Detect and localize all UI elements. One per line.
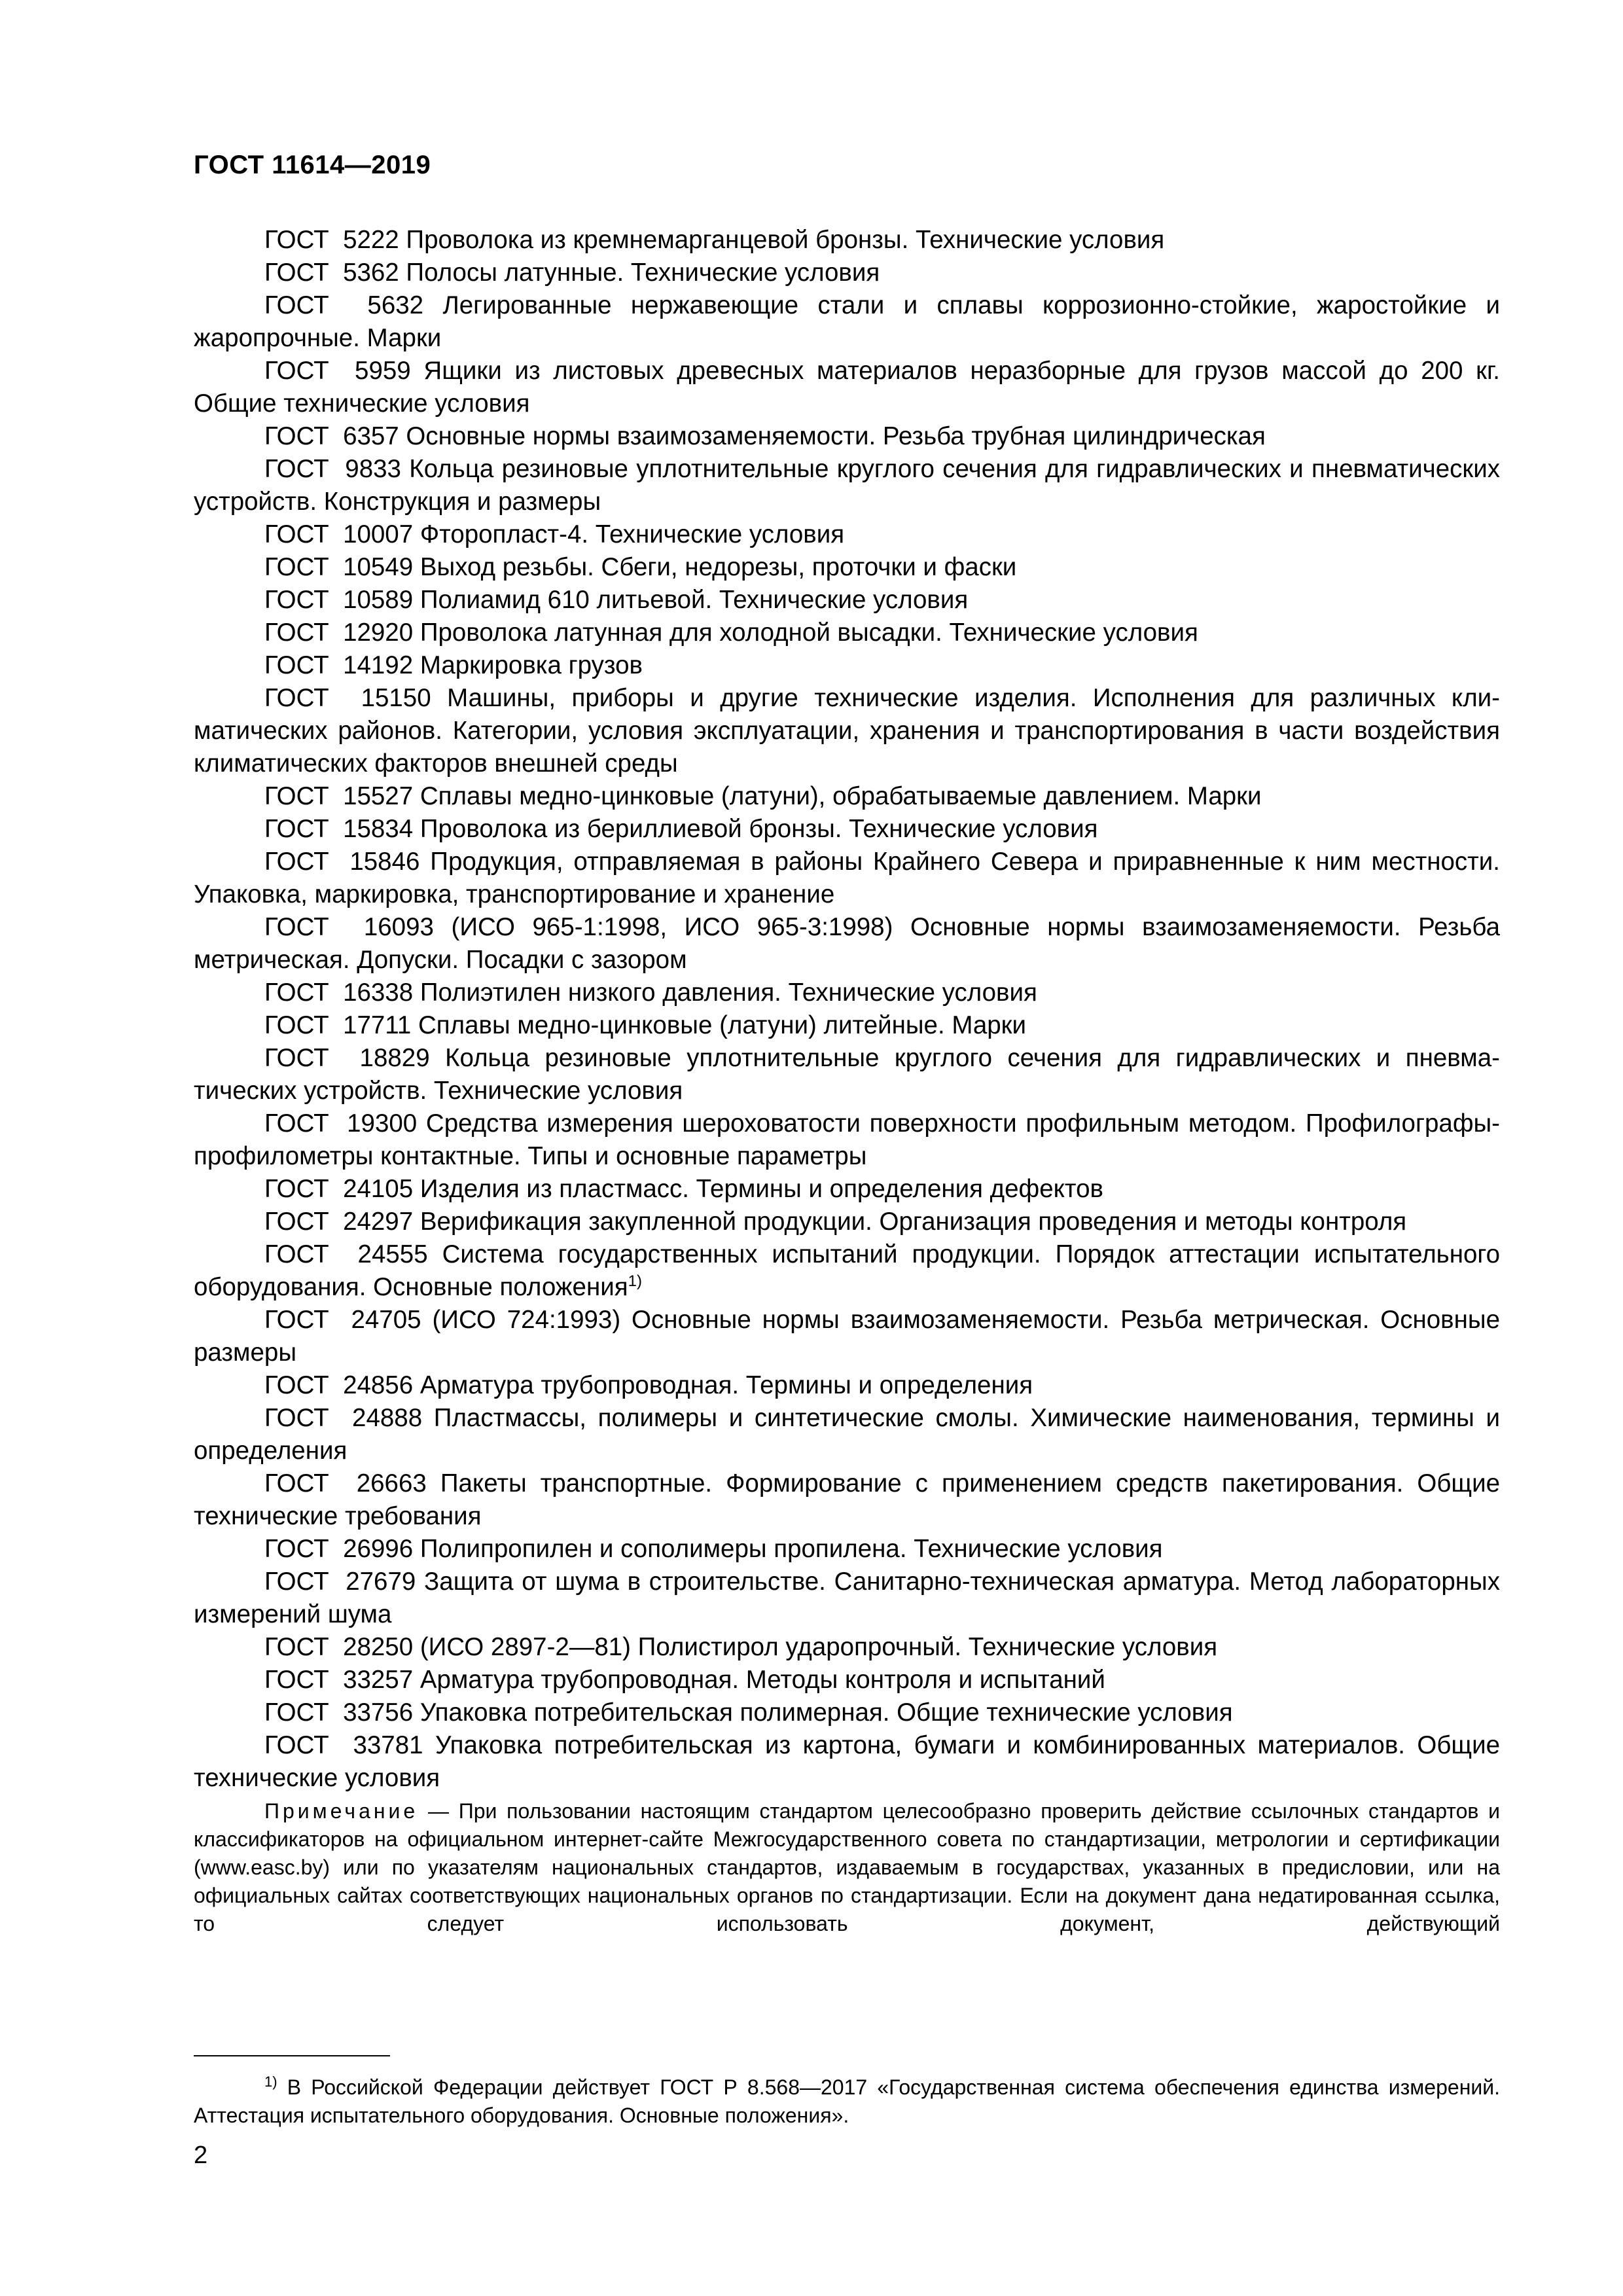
reference-code: ГОСТ 24856 <box>264 1371 414 1399</box>
reference-item <box>194 1173 1500 1206</box>
reference-title: Основные нормы взаимозаменяемости. Резьба трубная цилиндрическая <box>406 422 1266 450</box>
reference-title: Система государственных испытаний продукции. Порядок аттестации испытательного оборудования. Основные положения <box>194 1240 1501 1301</box>
reference-item <box>194 1729 1500 1795</box>
reference-code: ГОСТ 18829 <box>264 1044 430 1072</box>
reference-code: ГОСТ 33756 <box>264 1698 414 1727</box>
reference-code: ГОСТ 5959 <box>264 357 411 385</box>
reference-item <box>194 1369 1500 1402</box>
reference-item <box>194 1107 1500 1173</box>
normative-references-list <box>194 224 1500 1795</box>
reference-title: Выход резьбы. Сбеги, недорезы, проточки и фаски <box>419 553 1017 581</box>
reference-code: ГОСТ 5222 <box>264 226 399 254</box>
reference-code: ГОСТ 24555 <box>264 1240 428 1268</box>
reference-title: Средства измерения шероховатости поверхности профильным методом. Профилографы-профилометры контактные. Типы и основные параметры <box>194 1109 1500 1170</box>
reference-title: Сплавы медно-цинковые (латуни) литейные. Марки <box>418 1011 1027 1039</box>
reference-item <box>194 911 1500 977</box>
footnote-text: В Российской Федерации действует ГОСТ Р 8.568—2017 «Государственная система обеспечения единства измерений. Аттестация испытательного оборудования. Основные положения». <box>194 2075 1500 2127</box>
reference-title: Ящики из листовых древесных материалов неразборные для грузов массой до 200 кг. Общие технические условия <box>194 357 1501 418</box>
reference-code: ГОСТ 5632 <box>264 291 424 319</box>
footnote-reference-marker: 1) <box>628 1272 642 1290</box>
page-number: 2 <box>194 2142 208 2169</box>
reference-item <box>194 289 1500 355</box>
reference-code: ГОСТ 26996 <box>264 1535 414 1563</box>
reference-title: Проволока из бериллиевой бронзы. Технические условия <box>419 815 1098 843</box>
reference-code: ГОСТ 10007 <box>264 520 414 548</box>
reference-item <box>194 813 1500 846</box>
note-label: Примечание <box>264 1799 419 1823</box>
reference-code: ГОСТ 15150 <box>264 684 431 712</box>
reference-item <box>194 1042 1500 1107</box>
reference-title: Машины, приборы и другие технические изделия. Исполнения для различных климатических районов. Категории, условия эксплуатации, хранения и транспортирования в части воздействия климатических факторов внешней среды <box>194 684 1500 778</box>
reference-title: Полипропилен и сополимеры пропилена. Технические условия <box>419 1535 1163 1563</box>
reference-code: ГОСТ 9833 <box>264 455 401 483</box>
reference-code: ГОСТ 26663 <box>264 1469 427 1498</box>
reference-item <box>194 1304 1500 1369</box>
note-text: — При пользовании настоящим стандартом целесообразно проверить действие ссылочных стандартов и классификаторов на официальном интернет-сайте Межгосударственного совета по стандартизации, метрологии и сертификации (www.easc.by) или по указателям национальных стандартов, издаваемым в государствах, указанных в предисловии, или на официальных сайтах соответствующих национальных органов по стандартизации. Если на документ дана недатированная ссылка, то следует использовать документ, действующий <box>194 1799 1500 1935</box>
reference-title: Пластмассы, полимеры и синтетические смолы. Химические наименования, термины и определения <box>194 1404 1500 1465</box>
reference-code: ГОСТ 33781 <box>264 1731 423 1759</box>
reference-title: Продукция, отправляемая в районы Крайнего Севера и приравненные к ним местности. Упаковка, маркировка, транспортирование и хранение <box>194 848 1500 908</box>
reference-item <box>194 682 1500 780</box>
reference-code: ГОСТ 19300 <box>264 1109 418 1138</box>
reference-item <box>194 1402 1500 1467</box>
reference-title: Полиэтилен низкого давления. Технические условия <box>419 978 1037 1007</box>
reference-item <box>194 584 1500 617</box>
reference-title: (ИСО 2897-2—81) Полистирол ударопрочный. Технические условия <box>419 1633 1218 1661</box>
reference-item <box>194 1631 1500 1664</box>
note-paragraph <box>194 1797 1500 1938</box>
reference-code: ГОСТ 27679 <box>264 1568 416 1596</box>
reference-item <box>194 1206 1500 1238</box>
reference-item <box>194 453 1500 518</box>
reference-item <box>194 257 1500 289</box>
footnote-separator <box>194 2055 390 2056</box>
reference-title: Полосы латунные. Технические условия <box>406 259 880 287</box>
reference-code: ГОСТ 33257 <box>264 1666 414 1694</box>
reference-title: Упаковка потребительская полимерная. Общие технические условия <box>419 1698 1233 1727</box>
reference-code: ГОСТ 14192 <box>264 651 414 679</box>
reference-title: Упаковка потребительская из картона, бумаги и комбинированных материалов. Общие технические условия <box>194 1731 1500 1792</box>
footnote <box>194 2073 1500 2130</box>
reference-item <box>194 1238 1500 1304</box>
reference-code: ГОСТ 28250 <box>264 1633 414 1661</box>
reference-code: ГОСТ 24888 <box>264 1404 423 1432</box>
reference-title: Пакеты транспортные. Формирование с применением средств пакетирования. Общие технические требования <box>194 1469 1500 1530</box>
reference-title: (ИСО 724:1993) Основные нормы взаимозаменяемости. Резьба метрическая. Основные размеры <box>194 1306 1500 1367</box>
reference-code: ГОСТ 10589 <box>264 586 414 614</box>
reference-item <box>194 846 1500 911</box>
reference-title: Маркировка грузов <box>419 651 643 679</box>
reference-title: Проволока из кремнемарганцевой бронзы. Технические условия <box>406 226 1165 254</box>
reference-title: Изделия из пластмасс. Термины и определения дефектов <box>419 1175 1103 1203</box>
reference-code: ГОСТ 17711 <box>264 1011 412 1039</box>
reference-item <box>194 649 1500 682</box>
running-header: ГОСТ 11614—2019 <box>194 151 431 179</box>
reference-title: Защита от шума в строительстве. Санитарно-техническая арматура. Метод лабораторных измерений шума <box>194 1568 1500 1628</box>
reference-title: Легированные нержавеющие стали и сплавы коррозионно-стойкие, жаростойкие и жаропрочные. Марки <box>194 291 1501 352</box>
reference-title: Кольца резиновые уплотнительные круглого сечения для гидравлических и пневматических устройств. Конструкция и размеры <box>194 455 1501 516</box>
reference-title: Сплавы медно-цинковые (латуни), обрабатываемые давлением. Марки <box>419 782 1262 810</box>
reference-code: ГОСТ 16093 <box>264 913 434 941</box>
reference-code: ГОСТ 24105 <box>264 1175 414 1203</box>
reference-item <box>194 1696 1500 1729</box>
reference-code: ГОСТ 15834 <box>264 815 414 843</box>
reference-item <box>194 977 1500 1009</box>
reference-code: ГОСТ 15527 <box>264 782 414 810</box>
reference-item <box>194 780 1500 813</box>
reference-title: Кольца резиновые уплотнительные круглого сечения для гидравлических и пневматических устройств. Технические условия <box>194 1044 1500 1105</box>
reference-item <box>194 224 1500 257</box>
reference-code: ГОСТ 10549 <box>264 553 414 581</box>
reference-title: Арматура трубопроводная. Термины и определения <box>419 1371 1033 1399</box>
reference-code: ГОСТ 24297 <box>264 1208 414 1236</box>
reference-item <box>194 1664 1500 1696</box>
reference-item <box>194 518 1500 551</box>
reference-title: Арматура трубопроводная. Методы контроля и испытаний <box>419 1666 1105 1694</box>
reference-item <box>194 1467 1500 1533</box>
reference-code: ГОСТ 12920 <box>264 619 414 647</box>
reference-title: (ИСО 965-1:1998, ИСО 965-3:1998) Основные нормы взаимозаменяемости. Резьба метрическая. Допуски. Посадки с зазором <box>194 913 1500 974</box>
reference-item <box>194 1566 1500 1631</box>
reference-code: ГОСТ 15846 <box>264 848 420 876</box>
reference-item <box>194 617 1500 649</box>
reference-item <box>194 551 1500 584</box>
reference-title: Фторопласт-4. Технические условия <box>419 520 845 548</box>
reference-title: Полиамид 610 литьевой. Технические условия <box>419 586 969 614</box>
reference-code: ГОСТ 16338 <box>264 978 414 1007</box>
reference-code: ГОСТ 6357 <box>264 422 399 450</box>
reference-item <box>194 355 1500 420</box>
reference-item <box>194 420 1500 453</box>
reference-item <box>194 1009 1500 1042</box>
reference-title: Проволока латунная для холодной высадки. Технические условия <box>419 619 1198 647</box>
reference-code: ГОСТ 24705 <box>264 1306 421 1334</box>
reference-title: Верификация закупленной продукции. Организация проведения и методы контроля <box>419 1208 1407 1236</box>
reference-item <box>194 1533 1500 1566</box>
reference-code: ГОСТ 5362 <box>264 259 399 287</box>
footnote-marker: 1) <box>264 2073 277 2090</box>
